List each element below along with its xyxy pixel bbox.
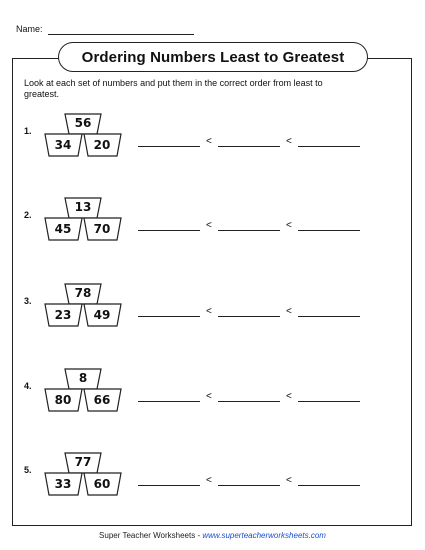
- answer-blank-2[interactable]: [218, 146, 280, 147]
- answer-blank-1[interactable]: [138, 230, 200, 231]
- number-cups: [44, 112, 140, 164]
- left-number: 23: [54, 308, 72, 322]
- less-than-sign: <: [286, 220, 292, 231]
- right-number: 20: [93, 138, 111, 152]
- problem-number: 4.: [24, 381, 32, 391]
- top-number: 56: [74, 116, 92, 130]
- less-than-sign: <: [206, 220, 212, 231]
- less-than-sign: <: [286, 475, 292, 486]
- top-number: 13: [74, 200, 92, 214]
- top-number: 8: [78, 371, 88, 385]
- less-than-sign: <: [206, 391, 212, 402]
- less-than-sign: <: [206, 475, 212, 486]
- problem-4: [24, 367, 404, 427]
- page-title: Ordering Numbers Least to Greatest: [58, 42, 368, 72]
- less-than-sign: <: [206, 306, 212, 317]
- right-number: 70: [93, 222, 111, 236]
- footer-brand: Super Teacher Worksheets -: [99, 531, 203, 540]
- less-than-sign: <: [206, 136, 212, 147]
- problem-number: 2.: [24, 210, 32, 220]
- name-label: [16, 24, 43, 34]
- answer-blank-1[interactable]: [138, 485, 200, 486]
- right-number: 60: [93, 477, 111, 491]
- footer: [0, 531, 425, 540]
- answer-blank-3[interactable]: [298, 485, 360, 486]
- less-than-sign: <: [286, 136, 292, 147]
- answer-blank-1[interactable]: [138, 401, 200, 402]
- number-cups: [44, 282, 140, 334]
- top-number: 77: [74, 455, 92, 469]
- problem-number: 5.: [24, 465, 32, 475]
- problem-2: [24, 196, 404, 256]
- answer-blank-3[interactable]: [298, 316, 360, 317]
- name-label-text: Name:: [16, 24, 43, 34]
- answer-blank-3[interactable]: [298, 146, 360, 147]
- problem-number: 1.: [24, 126, 32, 136]
- less-than-sign: <: [286, 306, 292, 317]
- number-cups: [44, 367, 140, 419]
- number-cups: [44, 451, 140, 503]
- right-number: 66: [93, 393, 111, 407]
- number-cups: [44, 196, 140, 248]
- left-number: 45: [54, 222, 72, 236]
- left-number: 34: [54, 138, 72, 152]
- left-number: 33: [54, 477, 72, 491]
- left-number: 80: [54, 393, 72, 407]
- answer-blank-1[interactable]: [138, 146, 200, 147]
- problem-3: [24, 282, 404, 342]
- answer-blank-3[interactable]: [298, 230, 360, 231]
- answer-blank-3[interactable]: [298, 401, 360, 402]
- instructions: Look at each set of numbers and put them in the correct order from least to greatest.: [24, 78, 323, 99]
- answer-blank-2[interactable]: [218, 316, 280, 317]
- problem-5: [24, 451, 404, 511]
- answer-blank-2[interactable]: [218, 485, 280, 486]
- top-number: 78: [74, 286, 92, 300]
- name-field[interactable]: [48, 34, 194, 35]
- problem-number: 3.: [24, 296, 32, 306]
- answer-blank-2[interactable]: [218, 401, 280, 402]
- answer-blank-2[interactable]: [218, 230, 280, 231]
- problem-1: [24, 112, 404, 172]
- right-number: 49: [93, 308, 111, 322]
- footer-link[interactable]: www.superteacherworksheets.com: [202, 531, 326, 540]
- less-than-sign: <: [286, 391, 292, 402]
- answer-blank-1[interactable]: [138, 316, 200, 317]
